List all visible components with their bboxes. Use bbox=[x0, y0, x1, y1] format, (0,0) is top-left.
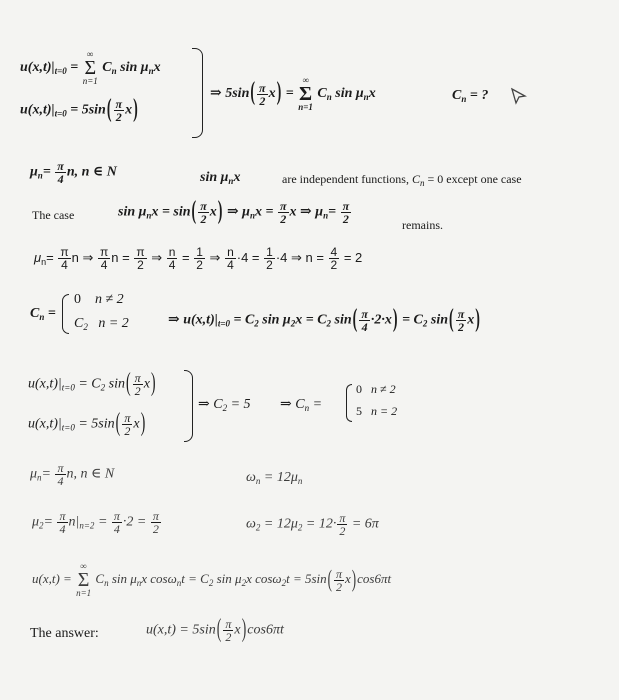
block4-case2: $C_2$ n = 2 bbox=[74, 316, 129, 332]
block3-the-case: The case bbox=[32, 208, 75, 222]
block4-result: ⇒ $u(x,t)|_{t=0} = C_2$ $\sin \mu_2x = C_2$ sin( $\frac{\pi}{4}$ $\cdot 2\cdot x) = C_2$ sin( $\frac{\pi}{2}$ x) bbox=[168, 305, 480, 335]
block7-solution: u(x,t) = ∞ Σ n=1 $C_n$ $\sin \mu_nx$ $\cos\omega_nt = C_2$ $\sin \mu_2x$ cosω$_2$t = 5sin( $\frac{\pi}{2}$ x)cos6πt bbox=[32, 561, 392, 598]
block5-line2: $u(x,t)|_{t=0} = 5\sin$( $\frac{\pi}{2}$ x) bbox=[28, 409, 146, 439]
block4-case1: 0 n ≠ 2 bbox=[74, 292, 124, 307]
block1-implies: ⇒ 5sin( $\frac{\pi}{2}$ x) = ∞ Σ n=1 $C_n$ $\sin \mu_nx$ bbox=[210, 75, 376, 112]
block5-line1: $u(x,t)|_{t=0} = C_2$ sin( $\frac{\pi}{2}$ x) bbox=[28, 369, 156, 399]
block3-solve-n: $\mu_n=$ $\frac{\pi}{4}$ n ⇒ $\frac{\pi}{4}$ n = $\frac{\pi}{2}$ ⇒ $\frac{n}{4}$ = $\frac{1}{2}$ ⇒ $\frac{n}{4}$ ·4 = $\frac{1}{2}$ ·4 ⇒ n = $\frac{4}{2}$ = 2 bbox=[34, 245, 363, 272]
block3-case-eq: $\sin \mu_nx = \sin$( $\frac{\pi}{2}$ x) ⇒ $\mu_nx$ = $\frac{\pi}{2}$ x ⇒ $\mu_n=$ $\frac{\pi}{2}$ bbox=[118, 197, 350, 227]
block2-independent: are independent functions, $C_n = 0$ except one case bbox=[282, 172, 522, 188]
block1-line2: $u(x,t)|_{t=0} = 5\sin$( $\frac{\pi}{2}$ x) bbox=[20, 95, 138, 125]
block6-mu2: $\mu_2=$ $\frac{\pi}{4}$ $n|_{n=2}$ = $\frac{\pi}{4}$ ·2 = $\frac{\pi}{2}$ bbox=[32, 509, 159, 536]
block4-brace bbox=[62, 294, 69, 334]
answer-label: The answer: bbox=[30, 626, 99, 641]
block6-omega2: $\omega_2 = 12\mu_2 = 12\cdot$ $\frac{\pi}{2}$ = 6π bbox=[246, 511, 379, 538]
block2-mu-def: $\mu_n=$ $\frac{\pi}{4}$ n, n ∈ N bbox=[30, 159, 117, 186]
block6-mu-def: $\mu_n=$ $\frac{\pi}{4}$ n, n ∈ N bbox=[30, 461, 115, 488]
block2-sin-label: $\sin \mu_nx$ bbox=[200, 170, 241, 186]
block1-brace bbox=[192, 48, 203, 138]
block1-line1: $u(x,t)|_{t=0}$ = ∞ Σ n=1 $C_n$ $\sin \mu_nx$ bbox=[20, 49, 161, 86]
block6-omega-def: $\omega_n = 12\mu_n$ bbox=[246, 470, 303, 486]
block1-question: $C_n$ = ? bbox=[452, 88, 489, 104]
mouse-pointer-icon bbox=[510, 86, 528, 106]
block5-case2: 5 n = 2 bbox=[356, 404, 398, 418]
block5-c2: ⇒ $C_2 = 5$ bbox=[198, 397, 251, 413]
block4-cn-label: $C_n$ = bbox=[30, 306, 56, 322]
block5-case1: 0 n ≠ 2 bbox=[356, 382, 396, 396]
answer-value: u(x,t) = 5sin( $\frac{\pi}{2}$ x)cos6πt bbox=[146, 615, 284, 645]
block3-remains: remains. bbox=[402, 218, 443, 232]
block5-cn-brace bbox=[346, 384, 352, 422]
block5-cn-final: ⇒ $C_n$ = bbox=[280, 397, 323, 413]
block5-brace bbox=[184, 370, 193, 442]
